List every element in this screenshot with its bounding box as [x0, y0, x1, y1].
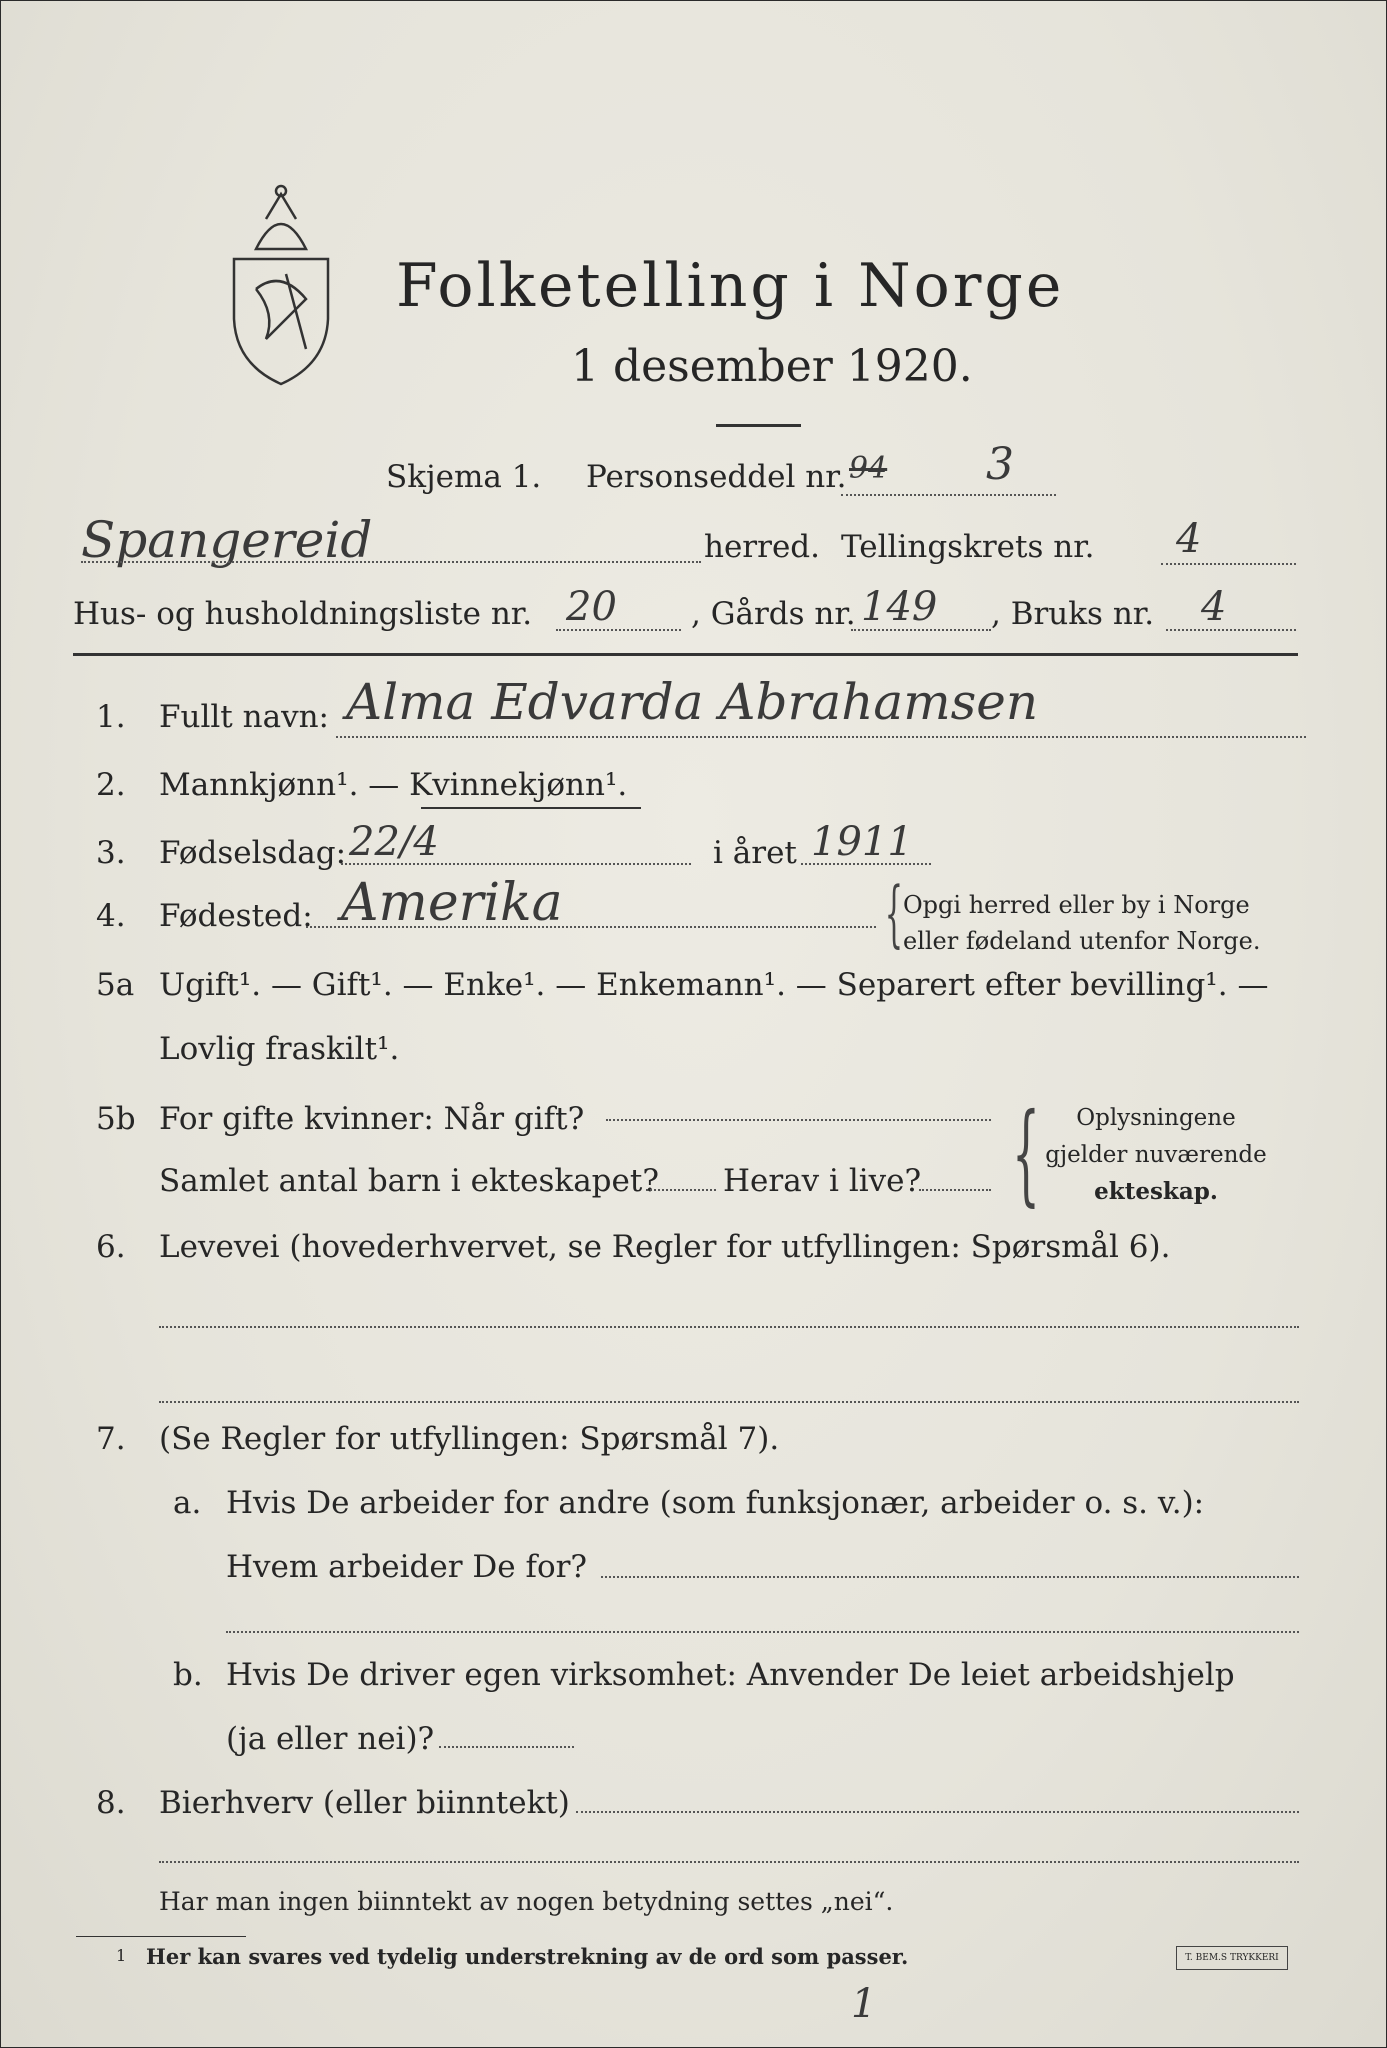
bruks-value: 4	[1201, 584, 1227, 630]
header-divider	[73, 653, 1298, 656]
q4-number: 4.	[96, 898, 126, 934]
footer-note: Har man ingen biinntekt av nogen betydning settes „nei“.	[159, 1887, 894, 1916]
q7-label: (Se Regler for utfyllingen: Spørsmål 7).	[159, 1421, 780, 1457]
q2-underline-kvinnekjonn	[421, 807, 641, 809]
q1-number: 1.	[96, 699, 126, 735]
q5b-alive-label: Herav i live?	[723, 1163, 922, 1199]
q8-number: 8.	[96, 1785, 126, 1821]
q2-gender-options: Mannkjønn¹. — Kvinnekjønn¹.	[159, 767, 628, 803]
q7a-employer-label: Hvem arbeider De for?	[226, 1549, 588, 1585]
q5a-number: 5a	[96, 967, 135, 1003]
q5b-note-line2: gjelder nuværende	[1045, 1142, 1267, 1168]
q2-number: 2.	[96, 767, 126, 803]
footnote-divider	[76, 1936, 246, 1937]
q5b-children-label: Samlet antal barn i ekteskapet?	[159, 1163, 659, 1199]
tellingskrets-value: 4	[1176, 516, 1202, 562]
q7a-letter: a.	[173, 1485, 202, 1521]
schema-label: Skjema 1.	[386, 459, 542, 495]
q5b-note-line3: ekteskap.	[1094, 1178, 1218, 1205]
herred-label: herred.	[704, 529, 820, 565]
hus-value: 20	[566, 584, 617, 630]
personseddel-label: Personseddel nr.	[586, 459, 847, 495]
gards-label: , Gårds nr.	[691, 596, 856, 632]
q8-label: Bierhverv (eller biinntekt)	[159, 1785, 570, 1821]
q1-full-name-value: Alma Edvarda Abrahamsen	[346, 673, 1039, 731]
q3-year-label: i året	[713, 835, 797, 871]
norway-coat-of-arms-icon	[226, 179, 336, 389]
q7b-letter: b.	[173, 1657, 203, 1693]
footnote-mark: 1	[116, 1946, 127, 1965]
q5b-number: 5b	[96, 1101, 136, 1137]
herred-value: Spangereid	[81, 511, 373, 569]
form-title: Folketelling i Norge	[396, 251, 1065, 321]
printer-stamp: T. BEM.S TRYKKERI	[1176, 1946, 1288, 1970]
personseddel-struck-value: 94	[849, 451, 888, 486]
q3-birthday-value: 22/4	[349, 819, 439, 865]
q5b-note-line1: Oplysningene	[1076, 1105, 1236, 1131]
q3-number: 3.	[96, 835, 126, 871]
q5a-marital-options-cont: Lovlig fraskilt¹.	[159, 1031, 400, 1067]
q5a-marital-options: Ugift¹. — Gift¹. — Enke¹. — Enkemann¹. — Separert efter bevilling¹. —	[159, 967, 1269, 1003]
q7b-answer-label: (ja eller nei)?	[226, 1721, 435, 1757]
q4-label: Fødested:	[159, 898, 313, 934]
q7a-label: Hvis De arbeider for andre (som funksjonær, arbeider o. s. v.):	[226, 1485, 1205, 1521]
census-date: 1 desember 1920.	[571, 341, 973, 392]
page-mark: 1	[851, 1981, 877, 2027]
q4-brace: {	[884, 871, 904, 955]
tellingskrets-label: Tellingskrets nr.	[841, 529, 1095, 565]
q3-label: Fødselsdag:	[159, 835, 347, 871]
q4-note-line1: Opgi herred eller by i Norge	[903, 891, 1250, 919]
hus-label: Hus- og husholdningsliste nr.	[73, 596, 533, 632]
bruks-label: , Bruks nr.	[991, 596, 1155, 632]
q6-number: 6.	[96, 1229, 126, 1265]
q6-label: Levevei (hovederhvervet, se Regler for utfyllingen: Spørsmål 6).	[159, 1229, 1171, 1265]
personseddel-value: 3	[986, 439, 1014, 490]
footnote-text: Her kan svares ved tydelig understrekning av de ord som passer.	[146, 1944, 909, 1969]
q7-number: 7.	[96, 1421, 126, 1457]
gards-value: 149	[861, 584, 938, 630]
q3-year-value: 1911	[811, 819, 913, 865]
q5b-brace: {	[1012, 1089, 1040, 1217]
q5b-label: For gifte kvinner: Når gift?	[159, 1101, 585, 1137]
q1-label: Fullt navn:	[159, 699, 329, 735]
title-divider	[716, 424, 801, 427]
q4-note-line2: eller fødeland utenfor Norge.	[903, 927, 1261, 955]
q7b-label: Hvis De driver egen virksomhet: Anvender De leiet arbeidshjelp	[226, 1657, 1235, 1693]
q4-birthplace-value: Amerika	[341, 873, 563, 933]
